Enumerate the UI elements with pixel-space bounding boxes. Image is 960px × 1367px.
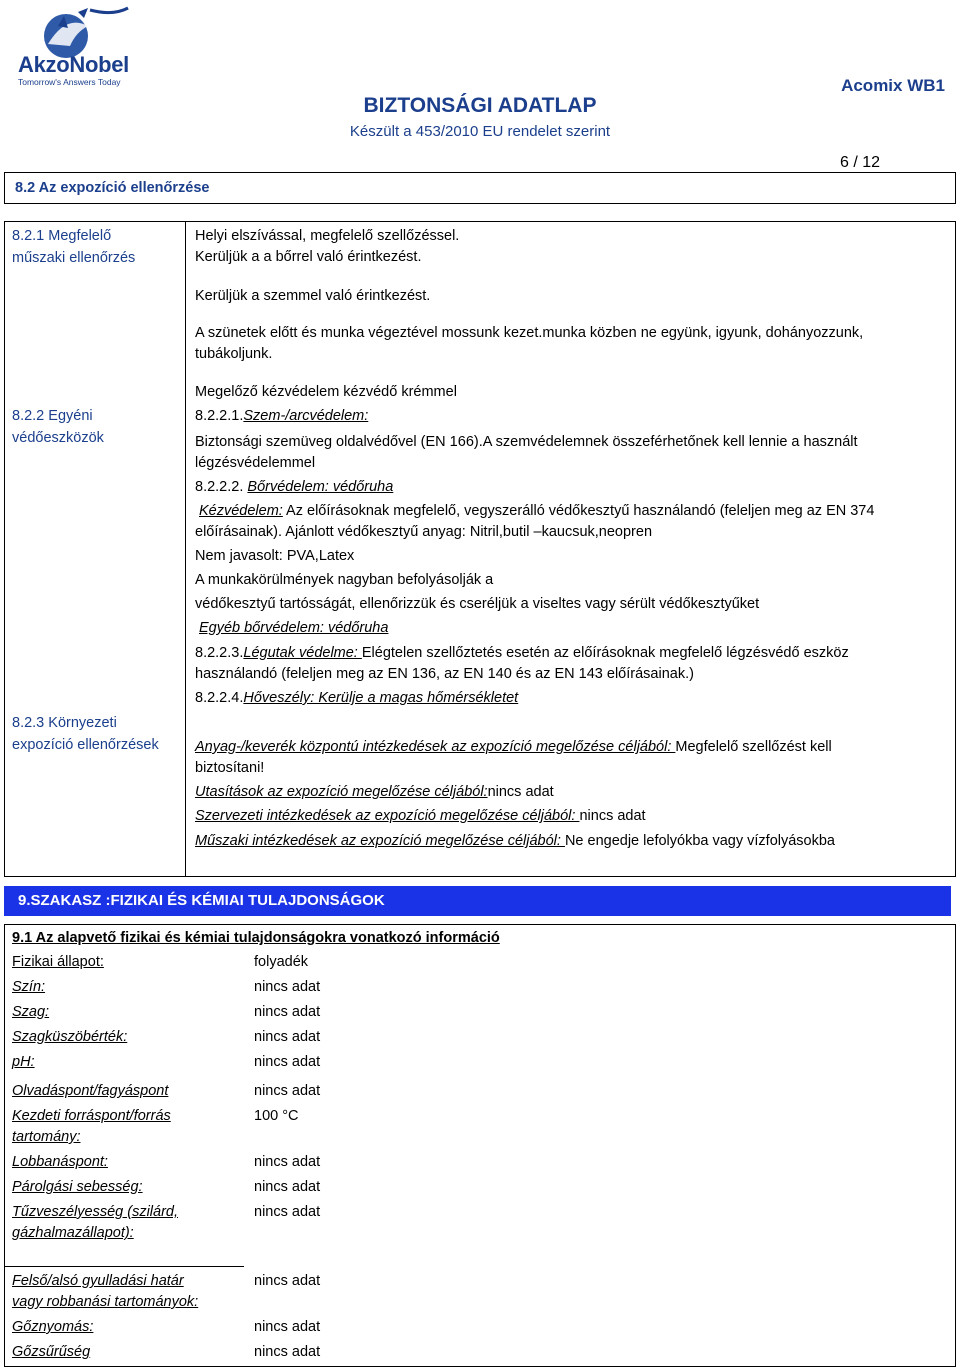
prop-value: nincs adat xyxy=(254,1154,321,1170)
section-9-1-heading: 9.1 Az alapvető fizikai és kémiai tulajdonságokra vonatkozó információ xyxy=(12,930,500,946)
document-subtitle: Készült a 453/2010 EU rendelet szerint xyxy=(349,123,611,140)
env3-text: nincs adat xyxy=(579,808,646,824)
section-8-2-heading-box xyxy=(4,172,956,204)
text-line: A szünetek előtt és munka végeztével mossunk kezet.munka közben ne együnk, igyunk, dohányozzunk, xyxy=(195,325,864,341)
prop-label: Gőznyomás: xyxy=(12,1319,94,1335)
prop-label: Szagküszöbérték: xyxy=(12,1029,128,1045)
env-instructions-line xyxy=(195,782,554,802)
logo-figure-icon xyxy=(18,6,143,58)
prop-value: nincs adat xyxy=(254,1273,321,1289)
thermal-hazard-line xyxy=(195,688,518,708)
label-8-2-3-line1: 8.2.3 Környezeti xyxy=(12,715,117,731)
prop-value: nincs adat xyxy=(254,1054,321,1070)
prop-label: Felső/alsó gyulladási határ xyxy=(12,1273,184,1289)
prop-value: nincs adat xyxy=(254,1083,321,1099)
env2-text: nincs adat xyxy=(487,784,554,800)
prop-label: Párolgási sebesség: xyxy=(12,1179,143,1195)
text-line: A munkakörülmények nagyban befolyásolják a xyxy=(195,572,494,588)
eye-heading: Szem-/arcvédelem: xyxy=(243,408,369,424)
text-line: biztosítani! xyxy=(195,760,265,776)
prop-value: nincs adat xyxy=(254,1319,321,1335)
text-line: Kerüljük a a bőrrel való érintkezést. xyxy=(195,249,422,265)
text-line: védőkesztyű tartósságát, ellenőrizzük és cseréljük a viseltes vagy sérült védőkesztyűket xyxy=(195,596,760,612)
env2-heading: Utasítások az expozíció megelőzése céljából: xyxy=(195,784,488,800)
text-line: tubákoljunk. xyxy=(195,346,273,362)
label-8-2-2-line1: 8.2.2 Egyéni xyxy=(12,408,93,424)
skin-prefix: 8.2.2.2. xyxy=(195,479,248,495)
product-name: Acomix WB1 xyxy=(841,76,945,95)
text-line: légzésvédelemmel xyxy=(195,455,316,471)
respiratory-line xyxy=(195,643,849,663)
prop-value: nincs adat xyxy=(254,1179,321,1195)
prop-label: Fizikai állapot: xyxy=(12,954,104,970)
text-line: használandó (feleljen meg az EN 136, az EN 140 és az EN 143 előírásainak.) xyxy=(195,666,694,682)
text-line: Kerüljük a szemmel való érintkezést. xyxy=(195,288,431,304)
resp-heading: Légutak védelme: xyxy=(243,645,362,661)
prop-label-cont: vagy robbanási tartományok: xyxy=(12,1294,199,1310)
page-number: 6 / 12 xyxy=(839,154,880,171)
prop-value: nincs adat xyxy=(254,979,321,995)
logo-wordmark: AkzoNobel xyxy=(18,52,129,77)
prop-label: Gőzsűrűség xyxy=(12,1344,91,1360)
skin-protection-heading xyxy=(195,477,393,497)
section-9-heading: 9.SZAKASZ :FIZIKAI ÉS KÉMIAI TULAJDONSÁGOK xyxy=(4,886,951,916)
prop-label: Tűzveszélyesség (szilárd, xyxy=(12,1204,178,1220)
text-line: Nem javasolt: PVA,Latex xyxy=(195,548,355,564)
heat-heading: Hőveszély: Kerülje a magas hőmérsékletet xyxy=(243,690,519,706)
env4-text: Ne engedje lefolyókba vagy vízfolyásokba xyxy=(564,833,835,849)
document-title: BIZTONSÁGI ADATLAP xyxy=(363,94,597,117)
prop-value: folyadék xyxy=(254,954,309,970)
env1-heading: Anyag-/keverék központú intézkedések az expozíció megelőzése céljából: xyxy=(195,739,676,755)
env-organisational-line xyxy=(195,806,646,826)
prop-label: Szín: xyxy=(12,979,46,995)
resp-text: Elégtelen szellőztetés esetén az előírásoknak megfelelő légzésvédő eszköz xyxy=(361,645,849,661)
prop-label-cont: gázhalmazállapot): xyxy=(12,1225,134,1241)
section-8-2-table xyxy=(4,221,956,877)
prop-label: Olvadáspont/fagyáspont xyxy=(12,1083,169,1099)
skin-heading: Bőrvédelem: védőruha xyxy=(247,479,394,495)
label-8-2-1-line2: műszaki ellenőrzés xyxy=(12,250,136,266)
other-skin-heading: Egyéb bőrvédelem: védőruha xyxy=(199,620,389,636)
env-technical-line xyxy=(195,831,835,851)
logo-tagline: Tomorrow's Answers Today xyxy=(18,77,121,87)
prop-value: nincs adat xyxy=(254,1344,321,1360)
env4-heading: Műszaki intézkedések az expozíció megelőzése céljából: xyxy=(195,833,565,849)
label-8-2-1-line1: 8.2.1 Megfelelő xyxy=(12,228,112,244)
prop-label-cont: tartomány: xyxy=(12,1129,81,1145)
prop-value: nincs adat xyxy=(254,1004,321,1020)
prop-label: Lobbanáspont: xyxy=(12,1154,108,1170)
eye-prefix: 8.2.2.1. xyxy=(195,408,244,424)
eye-protection-heading xyxy=(195,406,368,426)
hand-text: Az előírásoknak megfelelő, vegyszerálló védőkesztyű használandó (feleljen meg az EN 374 xyxy=(282,503,875,519)
label-8-2-2-line2: védőeszközök xyxy=(12,430,104,446)
text-line: Helyi elszívással, megfelelő szellőzéssel. xyxy=(195,228,460,244)
hand-heading: Kézvédelem: xyxy=(199,503,283,519)
resp-prefix: 8.2.2.3. xyxy=(195,645,244,661)
prop-value: nincs adat xyxy=(254,1204,321,1220)
prop-label: Szag: xyxy=(12,1004,50,1020)
column-divider xyxy=(185,221,186,877)
prop-value: 100 °C xyxy=(254,1108,299,1124)
hand-protection-line xyxy=(195,501,874,521)
heat-prefix: 8.2.2.4. xyxy=(195,690,244,706)
text-line: Biztonsági szemüveg oldalvédővel (EN 166).A szemvédelemnek összeférhetőnek kell lennie a használt xyxy=(195,434,858,450)
section-8-2-heading: 8.2 Az expozíció ellenőrzése xyxy=(15,180,210,196)
env3-heading: Szervezeti intézkedések az expozíció megelőzése céljából: xyxy=(195,808,580,824)
label-8-2-3-line2: expozíció ellenőrzések xyxy=(12,737,159,753)
env-measures-line xyxy=(195,737,832,757)
text-line: Megelőző kézvédelem kézvédő krémmel xyxy=(195,384,457,400)
prop-label: Kezdeti forráspont/forrás xyxy=(12,1108,171,1124)
prop-label: pH: xyxy=(12,1054,35,1070)
text-line: előírásainak). Ajánlott védőkesztyű anyag: Nitril,butil –kaucsuk,neopren xyxy=(195,524,653,540)
env1-text: Megfelelő szellőzést kell xyxy=(675,739,832,755)
row-divider xyxy=(4,1266,244,1267)
prop-value: nincs adat xyxy=(254,1029,321,1045)
